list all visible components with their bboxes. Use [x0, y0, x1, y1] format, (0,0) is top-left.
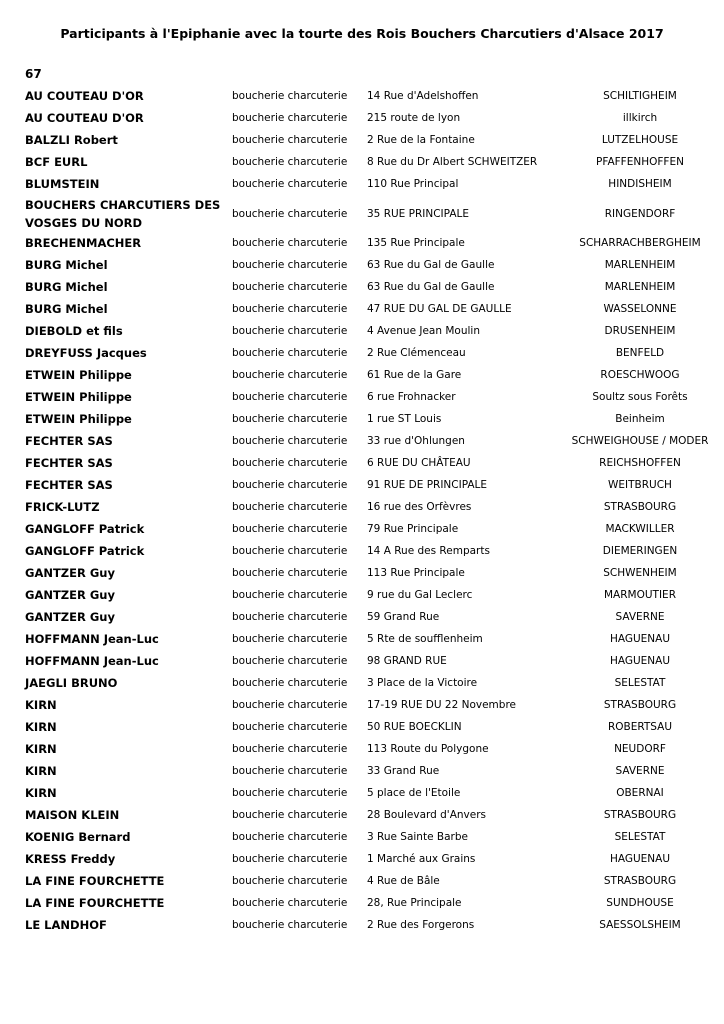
business-type: boucherie charcuterie	[232, 919, 348, 931]
business-type: boucherie charcuterie	[232, 765, 348, 777]
participant-name: JAEGLI BRUNO	[25, 676, 118, 690]
table-row	[0, 672, 724, 694]
street-address: 47 RUE DU GAL DE GAULLE	[367, 303, 512, 315]
city-name: SCHWEIGHOUSE / MODER	[571, 435, 709, 447]
table-row	[0, 364, 724, 386]
city-name: Beinheim	[615, 413, 665, 425]
street-address: 61 Rue de la Gare	[367, 369, 462, 381]
street-address: 35 RUE PRINCIPALE	[367, 207, 469, 220]
table-row	[0, 232, 724, 254]
participant-name: HOFFMANN Jean-Luc	[25, 654, 159, 668]
business-type: boucherie charcuterie	[232, 589, 348, 601]
participant-name: GANTZER Guy	[25, 610, 115, 624]
business-type: boucherie charcuterie	[232, 369, 348, 381]
table-row	[0, 342, 724, 364]
street-address: 4 Rue de Bâle	[367, 875, 440, 887]
city-name: DIEMERINGEN	[602, 545, 678, 557]
street-address: 135 Rue Principale	[367, 237, 465, 249]
table-row	[0, 914, 724, 936]
city-name: WASSELONNE	[603, 303, 677, 315]
business-type: boucherie charcuterie	[232, 303, 348, 315]
table-row	[0, 562, 724, 584]
street-address: 33 rue d'Ohlungen	[367, 435, 465, 447]
street-address: 98 GRAND RUE	[367, 655, 447, 667]
city-name: SUNDHOUSE	[606, 897, 674, 909]
city-name: LUTZELHOUSE	[601, 134, 679, 146]
participant-name: KIRN	[25, 786, 57, 800]
participant-name: BURG Michel	[25, 280, 108, 294]
street-address: 79 Rue Principale	[367, 523, 459, 535]
table-row	[0, 782, 724, 804]
business-type: boucherie charcuterie	[232, 831, 348, 843]
table-row	[0, 129, 724, 151]
participant-name: BALZLI Robert	[25, 133, 118, 147]
table-row	[0, 320, 724, 342]
business-type: boucherie charcuterie	[232, 237, 348, 249]
table-row	[0, 85, 724, 107]
business-type: boucherie charcuterie	[232, 435, 348, 447]
business-type: boucherie charcuterie	[232, 457, 348, 469]
participant-name: FECHTER SAS	[25, 456, 113, 470]
table-row	[0, 195, 724, 232]
city-name: SAESSOLSHEIM	[599, 919, 681, 931]
street-address: 2 Rue Clémenceau	[367, 347, 466, 359]
city-name: NEUDORF	[614, 743, 666, 755]
participant-name: KIRN	[25, 698, 57, 712]
table-row	[0, 628, 724, 650]
participant-name: MAISON KLEIN	[25, 808, 120, 822]
business-type: boucherie charcuterie	[232, 413, 348, 425]
street-address: 113 Route du Polygone	[367, 743, 489, 755]
participant-name: BOUCHERS CHARCUTIERS DES VOSGES DU NORD	[25, 197, 221, 230]
page-title: Participants à l'Epiphanie avec la tourte des Rois Bouchers Charcutiers d'Alsace 2017	[60, 26, 664, 41]
street-address: 3 Rue Sainte Barbe	[367, 831, 468, 843]
business-type: boucherie charcuterie	[232, 134, 348, 146]
business-type: boucherie charcuterie	[232, 633, 348, 645]
business-type: boucherie charcuterie	[232, 743, 348, 755]
city-name: SAVERNE	[615, 611, 665, 623]
city-name: PFAFFENHOFFEN	[596, 156, 684, 168]
city-name: RINGENDORF	[604, 207, 676, 220]
business-type: boucherie charcuterie	[232, 281, 348, 293]
business-type: boucherie charcuterie	[232, 897, 348, 909]
city-name: Soultz sous Forêts	[592, 391, 688, 403]
street-address: 113 Rue Principale	[367, 567, 465, 579]
business-type: boucherie charcuterie	[232, 156, 348, 168]
street-address: 9 rue du Gal Leclerc	[367, 589, 473, 601]
street-address: 50 RUE BOECKLIN	[367, 721, 462, 733]
city-name: SCHWENHEIM	[603, 567, 677, 579]
table-row	[0, 584, 724, 606]
table-row	[0, 452, 724, 474]
participant-name: ETWEIN Philippe	[25, 368, 132, 382]
table-row	[0, 430, 724, 452]
street-address: 1 rue ST Louis	[367, 413, 442, 425]
city-name: HAGUENAU	[609, 655, 671, 667]
table-row	[0, 107, 724, 129]
table-row	[0, 738, 724, 760]
city-name: illkirch	[622, 112, 658, 124]
street-address: 5 Rte de soufflenheim	[367, 633, 483, 645]
table-row	[0, 826, 724, 848]
participant-name: DREYFUSS Jacques	[25, 346, 147, 360]
table-row	[0, 254, 724, 276]
table-row	[0, 474, 724, 496]
street-address: 59 Grand Rue	[367, 611, 440, 623]
participant-name: ETWEIN Philippe	[25, 390, 132, 404]
city-name: BENFELD	[615, 347, 665, 359]
table-row	[0, 606, 724, 628]
street-address: 91 RUE DE PRINCIPALE	[367, 479, 488, 491]
street-address: 17-19 RUE DU 22 Novembre	[367, 699, 516, 711]
participant-name: BLUMSTEIN	[25, 177, 100, 191]
business-type: boucherie charcuterie	[232, 479, 348, 491]
business-type: boucherie charcuterie	[232, 787, 348, 799]
business-type: boucherie charcuterie	[232, 325, 348, 337]
table-row	[0, 151, 724, 173]
city-name: WEITBRUCH	[608, 479, 672, 491]
city-name: SAVERNE	[615, 765, 665, 777]
business-type: boucherie charcuterie	[232, 112, 348, 124]
city-name: MARMOUTIER	[604, 589, 676, 601]
business-type: boucherie charcuterie	[232, 809, 348, 821]
table-row	[0, 870, 724, 892]
street-address: 2 Rue des Forgerons	[367, 919, 475, 931]
business-type: boucherie charcuterie	[232, 259, 348, 271]
participant-name: LA FINE FOURCHETTE	[25, 874, 165, 888]
table-row	[0, 408, 724, 430]
participant-name: BRECHENMACHER	[25, 236, 142, 250]
department-number: 67	[25, 67, 42, 81]
city-name: SCHILTIGHEIM	[603, 90, 677, 102]
participant-name: BURG Michel	[25, 302, 108, 316]
business-type: boucherie charcuterie	[232, 347, 348, 359]
business-type: boucherie charcuterie	[232, 207, 348, 220]
business-type: boucherie charcuterie	[232, 875, 348, 887]
street-address: 1 Marché aux Grains	[367, 853, 476, 865]
business-type: boucherie charcuterie	[232, 501, 348, 513]
city-name: REICHSHOFFEN	[599, 457, 681, 469]
business-type: boucherie charcuterie	[232, 677, 348, 689]
city-name: HINDISHEIM	[608, 178, 672, 190]
participant-name: GANGLOFF Patrick	[25, 544, 145, 558]
table-row	[0, 694, 724, 716]
city-name: SCHARRACHBERGHEIM	[579, 237, 701, 249]
table-row	[0, 540, 724, 562]
city-name: STRASBOURG	[603, 809, 677, 821]
participant-name: HOFFMANN Jean-Luc	[25, 632, 159, 646]
city-name: STRASBOURG	[603, 501, 677, 513]
street-address: 14 A Rue des Remparts	[367, 545, 490, 557]
city-name: HAGUENAU	[609, 853, 671, 865]
street-address: 5 place de l'Etoile	[367, 787, 461, 799]
table-row	[0, 386, 724, 408]
city-name: SELESTAT	[614, 831, 666, 843]
participant-name: ETWEIN Philippe	[25, 412, 132, 426]
table-row	[0, 298, 724, 320]
street-address: 2 Rue de la Fontaine	[367, 134, 475, 146]
participant-name: BURG Michel	[25, 258, 108, 272]
participant-name: FECHTER SAS	[25, 478, 113, 492]
table-row	[0, 804, 724, 826]
participant-name: GANTZER Guy	[25, 588, 115, 602]
table-row	[0, 276, 724, 298]
city-name: DRUSENHEIM	[604, 325, 676, 337]
table-row	[0, 892, 724, 914]
street-address: 215 route de lyon	[367, 112, 461, 124]
business-type: boucherie charcuterie	[232, 545, 348, 557]
street-address: 6 RUE DU CHÂTEAU	[367, 457, 471, 469]
table-row	[0, 848, 724, 870]
business-type: boucherie charcuterie	[232, 721, 348, 733]
city-name: MARLENHEIM	[604, 259, 676, 271]
participant-name: LE LANDHOF	[25, 918, 107, 932]
table-row	[0, 760, 724, 782]
business-type: boucherie charcuterie	[232, 655, 348, 667]
street-address: 8 Rue du Dr Albert SCHWEITZER	[367, 156, 538, 168]
participants-list	[0, 85, 724, 936]
city-name: STRASBOURG	[603, 699, 677, 711]
street-address: 14 Rue d'Adelshoffen	[367, 90, 479, 102]
street-address: 63 Rue du Gal de Gaulle	[367, 259, 495, 271]
street-address: 33 Grand Rue	[367, 765, 440, 777]
city-name: STRASBOURG	[603, 875, 677, 887]
city-name: MARLENHEIM	[604, 281, 676, 293]
participant-name: FRICK-LUTZ	[25, 500, 100, 514]
participant-name: AU COUTEAU D'OR	[25, 89, 144, 103]
business-type: boucherie charcuterie	[232, 391, 348, 403]
city-name: ROBERTSAU	[607, 721, 673, 733]
participant-name: FECHTER SAS	[25, 434, 113, 448]
business-type: boucherie charcuterie	[232, 611, 348, 623]
business-type: boucherie charcuterie	[232, 853, 348, 865]
city-name: HAGUENAU	[609, 633, 671, 645]
table-row	[0, 650, 724, 672]
participant-name: KIRN	[25, 742, 57, 756]
business-type: boucherie charcuterie	[232, 90, 348, 102]
business-type: boucherie charcuterie	[232, 523, 348, 535]
participant-name: BCF EURL	[25, 155, 88, 169]
street-address: 28 Boulevard d'Anvers	[367, 809, 486, 821]
participant-name: KIRN	[25, 764, 57, 778]
street-address: 16 rue des Orfèvres	[367, 501, 472, 513]
business-type: boucherie charcuterie	[232, 699, 348, 711]
table-row	[0, 496, 724, 518]
street-address: 3 Place de la Victoire	[367, 677, 478, 689]
participant-name: KOENIG Bernard	[25, 830, 131, 844]
street-address: 6 rue Frohnacker	[367, 391, 456, 403]
street-address: 63 Rue du Gal de Gaulle	[367, 281, 495, 293]
table-row	[0, 173, 724, 195]
city-name: SELESTAT	[614, 677, 666, 689]
participant-name: DIEBOLD et fils	[25, 324, 123, 338]
business-type: boucherie charcuterie	[232, 567, 348, 579]
participant-name: KIRN	[25, 720, 57, 734]
table-row	[0, 518, 724, 540]
city-name: OBERNAI	[616, 787, 664, 799]
street-address: 110 Rue Principal	[367, 178, 459, 190]
street-address: 4 Avenue Jean Moulin	[367, 325, 480, 337]
participant-name: GANTZER Guy	[25, 566, 115, 580]
city-name: ROESCHWOOG	[600, 369, 680, 381]
participant-name: GANGLOFF Patrick	[25, 522, 145, 536]
participant-name: AU COUTEAU D'OR	[25, 111, 144, 125]
city-name: MACKWILLER	[605, 523, 675, 535]
business-type: boucherie charcuterie	[232, 178, 348, 190]
street-address: 28, Rue Principale	[367, 897, 462, 909]
participant-name: KRESS Freddy	[25, 852, 116, 866]
table-row	[0, 716, 724, 738]
participant-name: LA FINE FOURCHETTE	[25, 896, 165, 910]
